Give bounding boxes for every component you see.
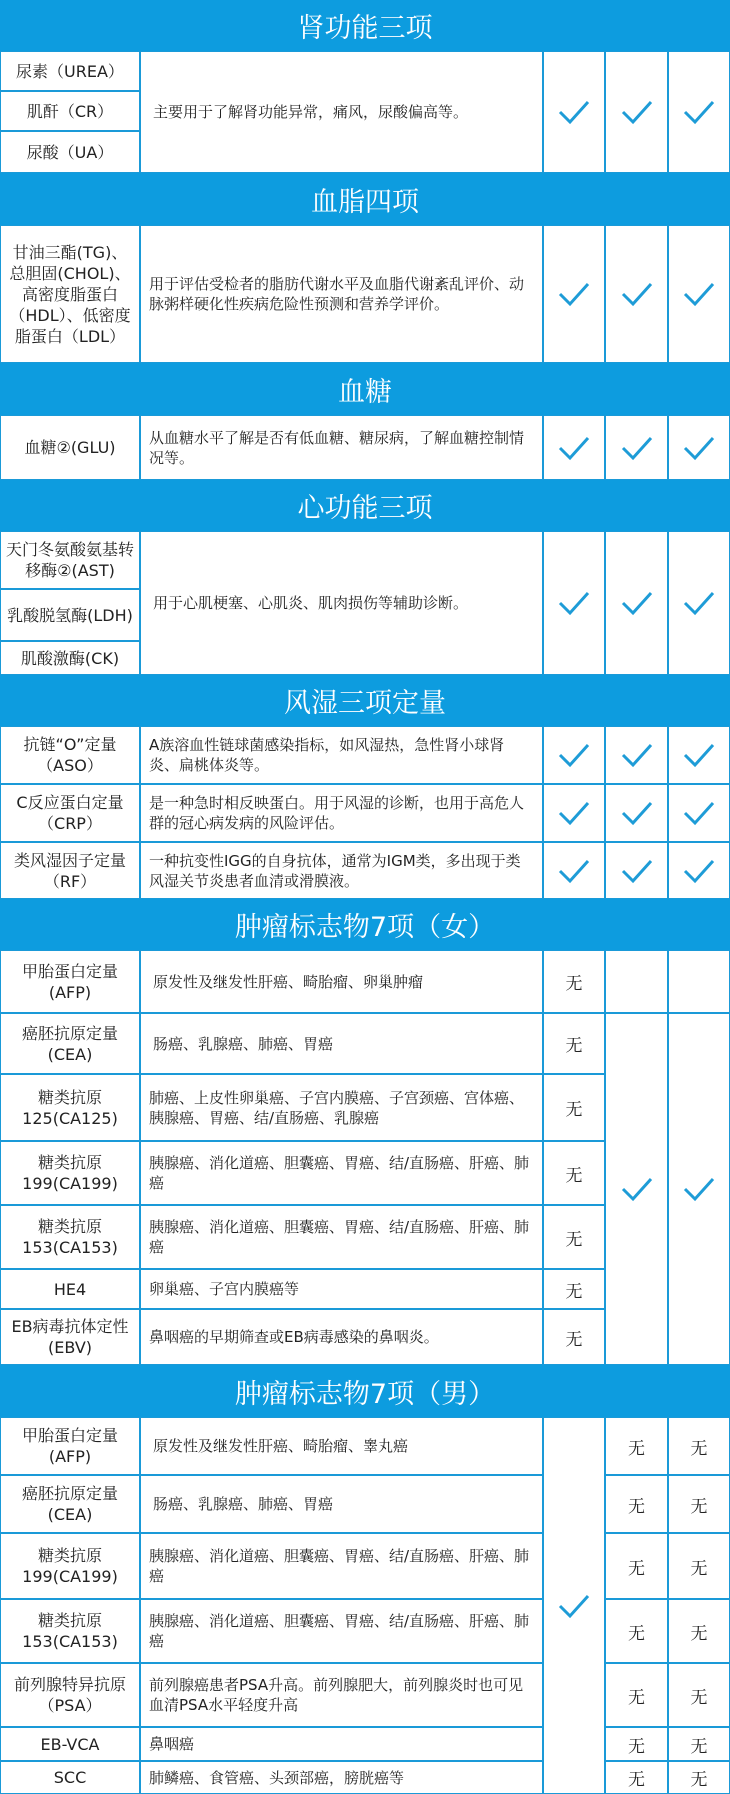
item-description: 肺癌、上皮性卵巢癌、子宫内膜癌、子宫颈癌、宫体癌、胰腺癌、胃癌、结/直肠癌、乳腺癌 [140, 1074, 543, 1141]
package-2-none: 无 [605, 1475, 668, 1533]
section-header-kidney: 肾功能三项 [0, 0, 730, 51]
package-3-check [668, 1013, 730, 1365]
item-description: 鼻咽癌 [140, 1727, 543, 1761]
package-3-blank [668, 950, 730, 1013]
item-description: 前列腺癌患者PSA升高。前列腺肥大，前列腺炎时也可见血清PSA水平轻度升高 [140, 1663, 543, 1727]
item-description: 从血糖水平了解是否有低血糖、糖尿病，了解血糖控制情况等。 [140, 415, 543, 480]
check-icon [682, 741, 716, 769]
item-name: 尿酸（UA） [0, 131, 140, 173]
item-name: 糖类抗原153(CA153) [0, 1599, 140, 1663]
section-header-glucose: 血糖 [0, 363, 730, 415]
package-3-check [668, 531, 730, 675]
package-2-check [605, 842, 668, 899]
item-description: 胰腺癌、消化道癌、胆囊癌、胃癌、结/直肠癌、肝癌、肺癌 [140, 1141, 543, 1205]
check-icon [557, 741, 591, 769]
item-name: 甲胎蛋白定量(AFP) [0, 950, 140, 1013]
item-name: HE4 [0, 1269, 140, 1309]
item-name: 癌胚抗原定量(CEA) [0, 1013, 140, 1074]
package-3-none: 无 [668, 1417, 730, 1475]
item-description: 用于评估受检者的脂肪代谢水平及血脂代谢紊乱评价、动脉粥样硬化性疾病危险性预测和营养学评价。 [140, 225, 543, 363]
item-description: 肺鳞癌、食管癌、头颈部癌，膀胱癌等 [140, 1761, 543, 1794]
item-name: 天门冬氨酸氨基转移酶②(AST) [0, 531, 140, 589]
item-name: SCC [0, 1761, 140, 1794]
package-3-check [668, 225, 730, 363]
package-2-check [605, 415, 668, 480]
package-3-check [668, 415, 730, 480]
item-name: 抗链“O”定量（ASO） [0, 726, 140, 784]
package-1-none: 无 [543, 1269, 605, 1309]
item-description: 肠癌、乳腺癌、肺癌、胃癌 [140, 1475, 543, 1533]
check-icon [557, 857, 591, 885]
check-icon [557, 589, 591, 617]
package-2-none: 无 [605, 1599, 668, 1663]
package-3-check [668, 784, 730, 842]
check-icon [557, 280, 591, 308]
check-icon [557, 1592, 591, 1620]
item-description: 原发性及继发性肝癌、畸胎瘤、睾丸癌 [140, 1417, 543, 1475]
item-description: 胰腺癌、消化道癌、胆囊癌、胃癌、结/直肠癌、肝癌、肺癌 [140, 1533, 543, 1599]
item-name: 前列腺特异抗原（PSA） [0, 1663, 140, 1727]
package-3-check [668, 842, 730, 899]
item-name: 癌胚抗原定量(CEA) [0, 1475, 140, 1533]
package-2-none: 无 [605, 1533, 668, 1599]
check-icon [682, 434, 716, 462]
package-3-none: 无 [668, 1727, 730, 1761]
package-3-check [668, 726, 730, 784]
package-3-none: 无 [668, 1533, 730, 1599]
item-name: 肌酐（CR） [0, 91, 140, 131]
package-2-none: 无 [605, 1727, 668, 1761]
check-icon [682, 589, 716, 617]
package-3-none: 无 [668, 1475, 730, 1533]
package-1-none: 无 [543, 1013, 605, 1074]
item-description: 卵巢癌、子宫内膜癌等 [140, 1269, 543, 1309]
package-2-none: 无 [605, 1417, 668, 1475]
section-header-lipids: 血脂四项 [0, 173, 730, 225]
package-2-check [605, 51, 668, 173]
check-icon [620, 589, 654, 617]
item-name: EB病毒抗体定性(EBV) [0, 1309, 140, 1365]
item-description: 原发性及继发性肝癌、畸胎瘤、卵巢肿瘤 [140, 950, 543, 1013]
check-icon [682, 280, 716, 308]
item-name: 甘油三酯(TG)、总胆固(CHOL)、高密度脂蛋白（HDL）、低密度脂蛋白（LDL） [0, 225, 140, 363]
package-1-none: 无 [543, 1074, 605, 1141]
package-2-check [605, 531, 668, 675]
package-1-none: 无 [543, 1309, 605, 1365]
item-description: A族溶血性链球菌感染指标，如风湿热，急性肾小球肾炎、扁桃体炎等。 [140, 726, 543, 784]
package-2-check [605, 225, 668, 363]
package-3-none: 无 [668, 1761, 730, 1794]
check-icon [620, 280, 654, 308]
item-name: 糖类抗原199(CA199) [0, 1141, 140, 1205]
package-1-none: 无 [543, 950, 605, 1013]
item-description: 胰腺癌、消化道癌、胆囊癌、胃癌、结/直肠癌、肝癌、肺癌 [140, 1599, 543, 1663]
package-2-check [605, 1013, 668, 1365]
check-icon [620, 434, 654, 462]
section-header-tumor-male: 肿瘤标志物7项（男） [0, 1365, 730, 1417]
item-name: 甲胎蛋白定量(AFP) [0, 1417, 140, 1475]
check-icon [620, 857, 654, 885]
check-icon [620, 98, 654, 126]
item-description: 鼻咽癌的早期筛查或EB病毒感染的鼻咽炎。 [140, 1309, 543, 1365]
item-name: 糖类抗原153(CA153) [0, 1205, 140, 1269]
item-name: 血糖②(GLU) [0, 415, 140, 480]
check-icon [557, 98, 591, 126]
package-3-check [668, 51, 730, 173]
item-description: 主要用于了解肾功能异常，痛风，尿酸偏高等。 [140, 51, 543, 173]
item-description: 一种抗变性IGG的自身抗体，通常为IGM类，多出现于类风湿关节炎患者血清或滑膜液。 [140, 842, 543, 899]
package-1-check [543, 51, 605, 173]
check-icon [682, 799, 716, 827]
package-3-none: 无 [668, 1663, 730, 1727]
package-1-check [543, 726, 605, 784]
package-3-none: 无 [668, 1599, 730, 1663]
check-icon [620, 741, 654, 769]
item-name: 乳酸脱氢酶(LDH) [0, 589, 140, 641]
package-1-check [543, 225, 605, 363]
item-name: EB-VCA [0, 1727, 140, 1761]
check-icon [682, 98, 716, 126]
item-name: 糖类抗原199(CA199) [0, 1533, 140, 1599]
item-description: 是一种急时相反映蛋白。用于风湿的诊断，也用于高危人群的冠心病发病的风险评估。 [140, 784, 543, 842]
package-2-none: 无 [605, 1761, 668, 1794]
package-1-check [543, 842, 605, 899]
package-2-blank [605, 950, 668, 1013]
check-icon [557, 799, 591, 827]
check-icon [682, 857, 716, 885]
item-name: 肌酸激酶(CK) [0, 641, 140, 675]
item-description: 用于心肌梗塞、心肌炎、肌肉损伤等辅助诊断。 [140, 531, 543, 675]
package-1-check [543, 415, 605, 480]
item-description: 胰腺癌、消化道癌、胆囊癌、胃癌、结/直肠癌、肝癌、肺癌 [140, 1205, 543, 1269]
item-name: 尿素（UREA） [0, 51, 140, 91]
check-icon [682, 1175, 716, 1203]
section-header-rheumatism: 风湿三项定量 [0, 675, 730, 726]
check-icon [620, 1175, 654, 1203]
package-1-none: 无 [543, 1205, 605, 1269]
package-1-none: 无 [543, 1141, 605, 1205]
package-2-check [605, 726, 668, 784]
item-name: 糖类抗原125(CA125) [0, 1074, 140, 1141]
item-name: 类风湿因子定量（RF） [0, 842, 140, 899]
item-name: C反应蛋白定量（CRP） [0, 784, 140, 842]
package-2-check [605, 784, 668, 842]
check-icon [620, 799, 654, 827]
item-description: 肠癌、乳腺癌、肺癌、胃癌 [140, 1013, 543, 1074]
section-header-heart: 心功能三项 [0, 480, 730, 531]
check-icon [557, 434, 591, 462]
package-1-check [543, 1417, 605, 1794]
package-1-check [543, 531, 605, 675]
package-2-none: 无 [605, 1663, 668, 1727]
section-header-tumor-female: 肿瘤标志物7项（女） [0, 899, 730, 950]
package-1-check [543, 784, 605, 842]
